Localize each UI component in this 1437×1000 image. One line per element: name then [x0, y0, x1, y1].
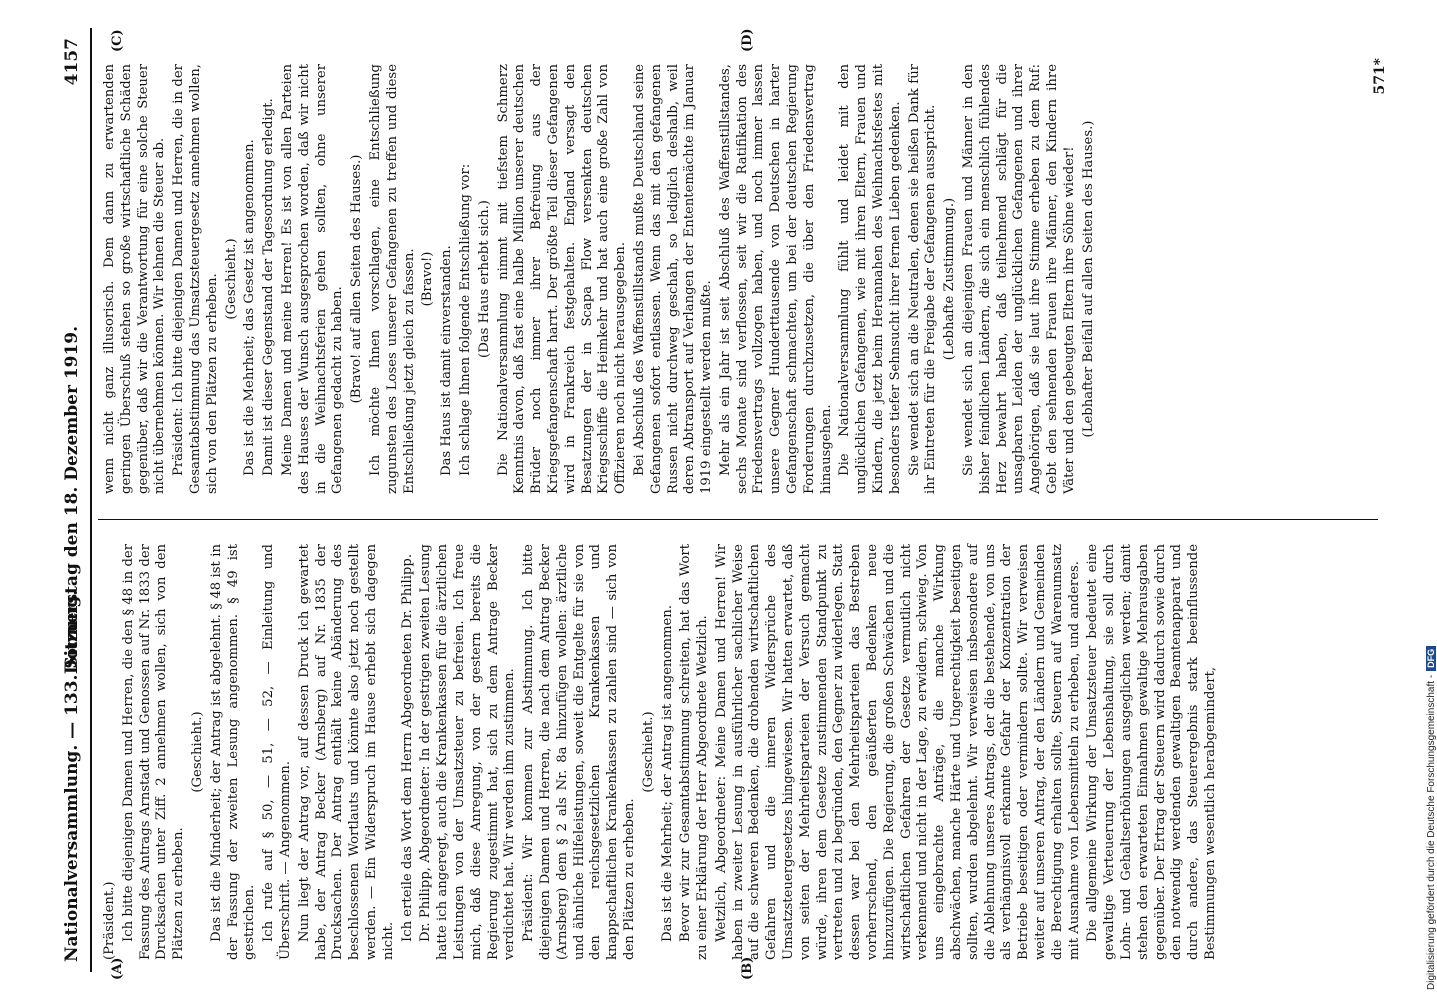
credit-text: Digitalisierung gefördert durch die Deutsche Forschungsgemeinschaft - [1426, 674, 1437, 990]
paragraph: Ich schlage Ihnen folgende Entschließung vor: [457, 163, 473, 476]
paragraph: Damit ist dieser Gegenstand der Tagesordnung erledigt. [261, 98, 277, 476]
header-center: Donnerstag den 18. Dezember 1919. [62, 325, 82, 675]
column-divider [98, 519, 1378, 520]
paragraph: Das ist die Minderheit; der Antrag ist abgelehnt. § 48 ist in der Fassung der zweiten Lesung angenommen. § 49 ist gestrichen. [208, 544, 258, 960]
paragraph: (Präsident.) [102, 881, 117, 960]
paragraph: Präsident: Wir kommen zur Abstimmung. Ich bitte diejenigen Damen und Herren, die nach dem Antrag Becker (Arnsberg) dem § 2 als Nr. 8a hinzufügen wollen: ärztliche und ähnliche Hilfeleistungen, soweit die Entgelte für sie von den reichsgesetzlichen Krankenkassen und knappschaftlichen Krankenkassen zu zahlen sind — sich von den Plätzen zu erheben. [521, 544, 637, 960]
paragraph: (Das Haus erhebt sich.) [476, 200, 492, 358]
paragraph: wenn nicht ganz illusorisch. Dem dann zu erwartenden geringen Überschuß stehen so große wirtschaftliche Schäden gegenüber, daß wir die Verantwortung für eine solche Steuer nicht übernehmen können. Wir lehnen die Steuer ab. [102, 64, 168, 494]
dfg-logo: DFG [1426, 646, 1436, 671]
paragraph: Nun liegt der Antrag vor, auf dessen Druck ich gewartet habe, der Antrag Becker (Arnsberg) auf Nr. 1835 der Drucksachen. Der Antrag enthält keine Abänderung des beschlossenen Wortlauts und könnte also jetzt noch gestellt werden. — Ein Widerspruch im Hause erhebt sich dagegen nicht. [296, 544, 396, 960]
paragraph: (Lebhafter Beifall auf allen Seiten des Hauses.) [1080, 120, 1096, 438]
paragraph: (Bravo!) [420, 251, 436, 307]
paragraph: Das Haus ist damit einverstanden. [439, 245, 455, 476]
paragraph: Bevor wir zur Gesamtabstimmung schreiten, hat das Wort zu einer Erklärung der Herr Abgeordnete Wetzlich. [678, 544, 711, 960]
paragraph: Die allgemeine Wirkung der Umsatzsteuer bedeutet eine gewaltige Verteuerung der Lebenshaltung, sie soll durch Lohn- und Gehaltserhöhungen ausgeglichen werden; damit stehen den erwarteten Einnahmen gewaltige Mehrausgaben gegenüber. Der Ertrag der Steuern wird dadurch sowie durch den notwendig werdenden gewaltigen Beamtenapparat und durch andere, das Steuerergebnis stark beeinflussende Bestimmungen wesentlich herabgemindert, [1085, 544, 1218, 960]
paragraph: Das ist die Mehrheit; der Antrag ist angenommen. [659, 605, 675, 942]
paragraph: Die Nationalversammlung fühlt und leidet mit den unglücklichen Gefangenen, wie mit ihren Eltern, Frauen und Kindern, die jetzt beim Herannahen des Weihnachtsfestes mit besonders tiefer Sehnsucht ihrer fernen Lieben gedenken. [837, 64, 903, 494]
margin-mark-a: (A) [110, 957, 125, 980]
paragraph: Das ist die Mehrheit; das Gesetz ist angenommen. [242, 139, 258, 476]
column-left [102, 544, 1372, 960]
paragraph: (Geschieht.) [223, 238, 239, 320]
paragraph: Sie wendet sich an die Neutralen, denen sie heißen Dank für ihr Eintreten für die Freigabe der Gefangenen ausspricht. [906, 64, 939, 494]
page-header [58, 18, 86, 982]
margin-mark-d: (D) [740, 28, 755, 52]
paragraph: (Bravo! auf allen Seiten des Hauses.) [349, 154, 365, 404]
page-number: 4157 [62, 38, 82, 86]
paragraph: Meine Damen und meine Herren! Es ist von allen Parteien des Hauses der Wunsch ausgesprochen worden, daß wir nicht in die Weihnachtsferien gehen sollten, ohne unserer Gefangenen gedacht zu haben. [279, 64, 346, 494]
sheet-signature: 571* [1372, 58, 1388, 95]
scanned-page [40, 18, 1390, 982]
digitization-credit [1404, 0, 1437, 1000]
paragraph: (Geschieht.) [640, 711, 656, 793]
paragraph: Präsident: Ich bitte diejenigen Damen und Herren, die in der Gesamtabstimmung das Umsatzsteuergesetz annehmen wollen, sich von den Plätzen zu erheben. [171, 64, 220, 494]
header-rule [90, 28, 92, 972]
paragraph: Dr. Philipp, Abgeordneter: In der gestrigen zweiten Lesung hatte ich angeregt, auch die Krankenkassen für die ärztlichen Leistungen von der Umsatzsteuer zu befreien. Ich freue mich, daß diese Anregung, von der gestern bereits die Regierung zugestimmt hat, sich zu dem Antrage Becker verdichtet hat. Wir werden ihm zustimmen. [418, 544, 518, 960]
paragraph: Wetzlich, Abgeordneter: Meine Damen und Herren! Wir haben in zweiter Lesung in ausführlicher sachlicher Weise auf die schweren Bedenken, die drohenden wirtschaftlichen Gefahren und die inneren Widersprüche des Umsatzsteuergesetzes hingewiesen. Wir hatten erwartet, daß von seiten der Mehrheitsparteien der Versuch gemacht würde, ihren dem Gesetze zustimmenden Standpunkt zu vertreten und zu begründen, den Gegner zu widerlegen. Statt dessen war bei den Mehrheitsparteien das Bestreben vorherrschend, den geäußerten Bedenken neue hinzuzufügen. Die Regierung, die großen Schwächen und die wirtschaftlichen Gefahren der Gesetze vermutlich nicht verkennend und nicht in der Lage, zu erwidern, schwieg. Von uns eingebrachte Anträge, die manche Wirkung abschwächen, manche Härte und Ungerechtigkeit beseitigen sollten, wurden abgelehnt. Wir verweisen insbesondere auf die Ablehnung unseres Antrags, der die bestehende, von uns als verhängnisvoll erkannte Gefahr der Konzentration der Betriebe beseitigen oder vermindern sollte. Wir verweisen weiter auf unseren Antrag, der den Ländern und Gemeinden die Berechtigung erhalten sollte, Steuern auf Warenumsatz mit Ausnahme von Lebensmitteln zu erheben, und anderes. [713, 544, 1082, 960]
paragraph: (Geschieht.) [189, 711, 205, 793]
paragraph: Ich bitte diejenigen Damen und Herren, die den § 48 in der Fassung des Antrags Arnstadt und Genossen auf Nr. 1833 der Drucksachen unter Ziff. 2 annehmen wollen, sich von den Plätzen zu erheben. [120, 544, 187, 960]
paragraph: Die Nationalversammlung nimmt mit tiefstem Schmerz Kenntnis davon, daß fast eine halbe Million unserer deutschen Brüder noch immer ihrer Befreiung aus der Kriegsgefangenschaft harrt. Der größte Teil dieser Gefangenen wird in Frankreich festgehalten. England versagt den Besatzungen der in Scapa Flow versenkten deutschen Kriegsschiffe die Heimkehr und hat auch eine große Zahl von Offizieren noch nicht herausgegeben. [495, 64, 629, 494]
paragraph: Ich möchte Ihnen vorschlagen, eine Entschließung zugunsten des Loses unserer Gefangenen zu treffen und diese Entschließung jetzt gleich zu fassen. [367, 64, 417, 494]
header-left: Nationalversammlung. — 133. Sitzung. [62, 589, 82, 962]
paragraph: Sie wendet sich an diejenigen Frauen und Männer in den bisher feindlichen Ländern, die sich ein menschlich fühlendes Herz bewahrt haben, daß teilnehmend schlägt für die unsagbaren Leiden der unglücklichen Gefangenen und ihrer Angehörigen, daß sie laut ihre Stimme erheben zu dem Ruf: Gebt den sehnenden Frauen ihre Männer, den Kindern ihre Väter und den gebeugten Eltern ihre Söhne wieder! [961, 64, 1077, 494]
paragraph: (Lebhafte Zustimmung.) [942, 197, 958, 361]
paragraph: Ich erteile das Wort dem Herrn Abgeordneten Dr. Philipp. [399, 553, 415, 942]
paragraph: Ich rufe auf § 50, — 51, — 52, — Einleitung und Überschrift. — Angenommen. [261, 544, 293, 960]
rotated-page-content [40, 18, 1390, 982]
paragraph: Mehr als ein Jahr ist seit Abschluß des Waffenstillstandes, sechs Monate sind verflossen, seit wir die Ratifikation des Friedensvertrags vollzogen haben, und noch immer lassen unsere Gegner Hunderttausende von Deutschen in harter Gefangenschaft schmachten, um bei der deutschen Regierung Forderungen durchzusetzen, die über den Friedensvertrag hinausgehen. [717, 64, 834, 494]
margin-mark-c: (C) [110, 29, 125, 52]
margin-mark-b: (B) [740, 956, 755, 980]
paragraph: Bei Abschluß des Waffenstillstands mußte Deutschland seine Gefangenen sofort entlassen. Wenn das mit den gefangenen Russen nicht durchweg geschah, so lediglich deshalb, weil deren Abtransport auf Verlangen der Ententemächte im Januar 1919 eingestellt werden mußte. [631, 64, 715, 494]
column-right [102, 64, 1372, 494]
